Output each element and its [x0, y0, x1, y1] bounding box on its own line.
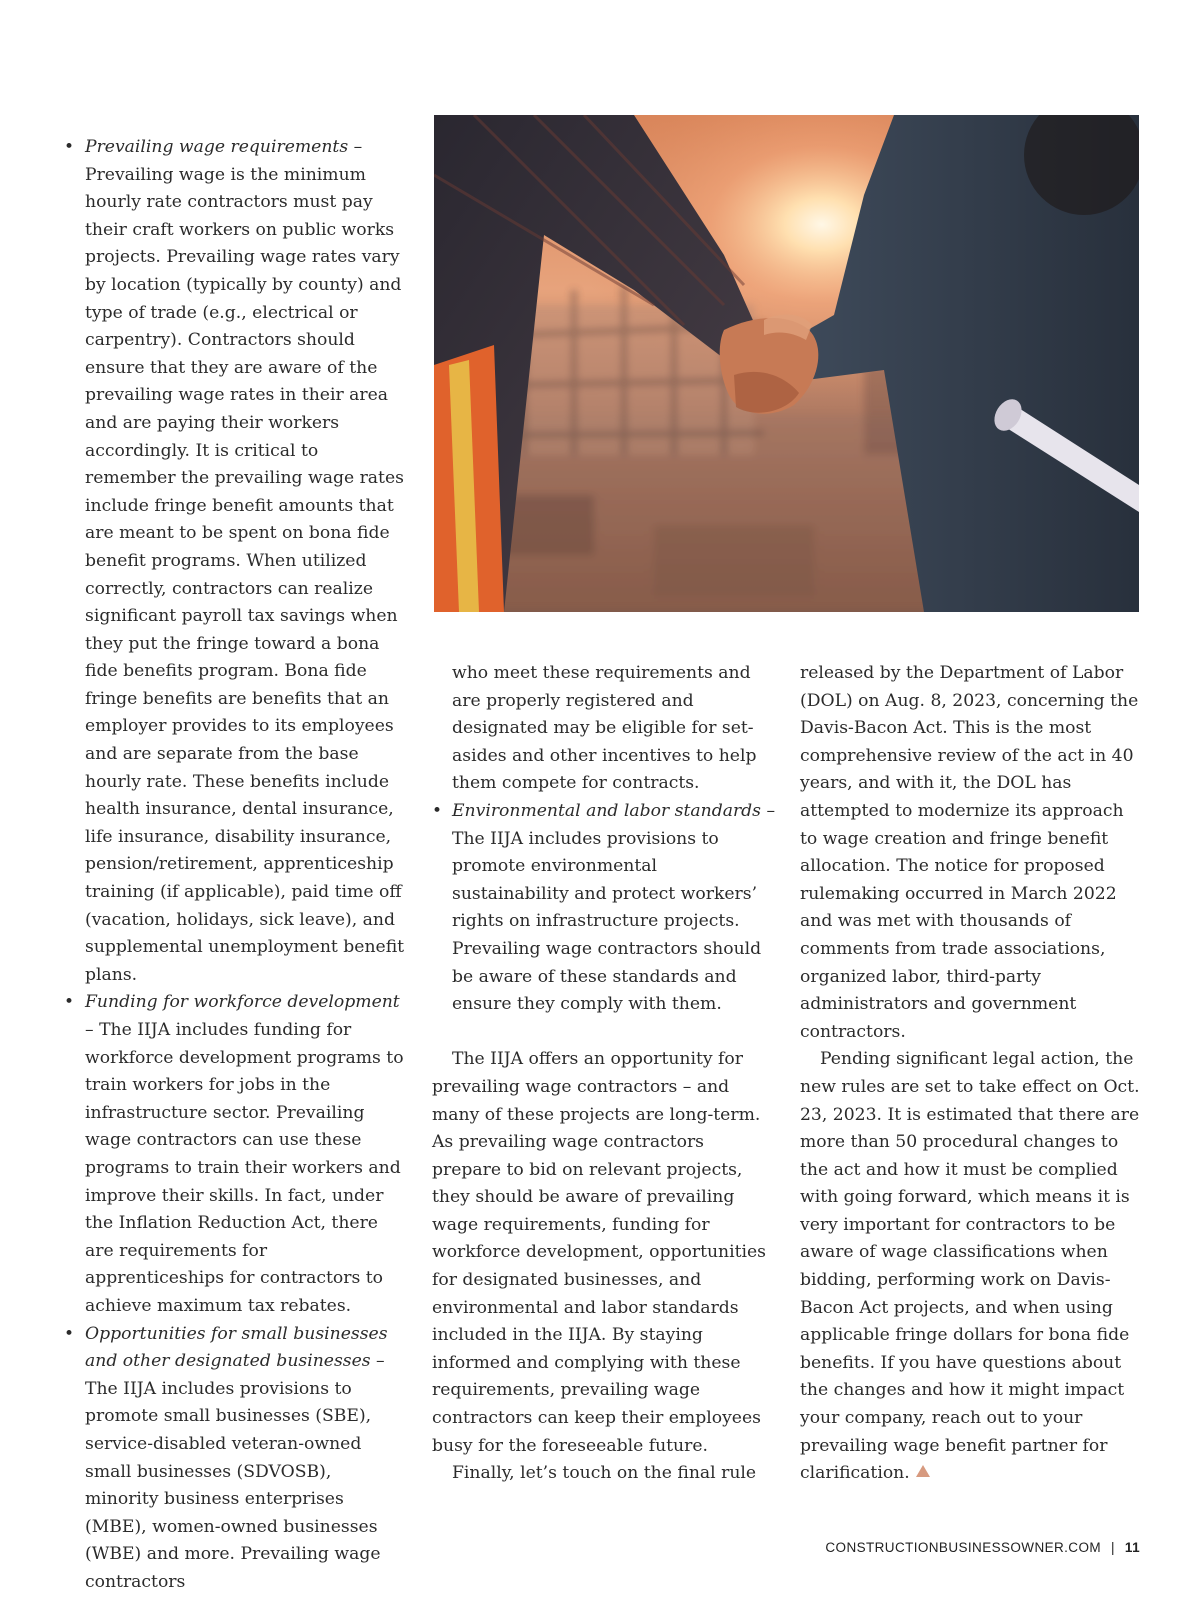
- footer-separator: |: [1111, 1540, 1115, 1555]
- paragraph: released by the Department of Labor (DOL) on Aug. 8, 2023, concerning the Davis-Bacon Act. This is the most comprehensive review of the act in 40 years, and with it, the DOL has attempted to modernize its approach to wage creation and fringe benefit allocation. The notice for proposed rulemaking occurred in March 2022 and was met with thousands of comments from trade associations, organized labor, third-party administrators and government contractors.: [800, 663, 1139, 1042]
- paragraph: Finally, let’s touch on the final rule: [452, 1463, 757, 1484]
- bullet-list: [432, 798, 777, 1019]
- bullet-list: [64, 134, 409, 1596]
- list-item: [64, 1321, 409, 1597]
- bullet-title: Opportunities for small businesses and other designated businesses: [85, 1323, 388, 1372]
- list-item: [64, 989, 409, 1320]
- paragraph: [800, 1046, 1140, 1488]
- bullet-body: The IIJA includes provisions to promote environmental sustainability and protect workers’ rights on infrastructure projects. Prevailing wage contractors should be aware of these standards and ensure they comply with them.: [452, 828, 762, 1015]
- dash: –: [348, 137, 363, 157]
- dash: –: [85, 1020, 100, 1040]
- column-middle: [432, 660, 777, 1488]
- list-item: [64, 134, 409, 989]
- bullet-title: Funding for workforce development: [85, 992, 400, 1013]
- column-left: [64, 134, 409, 1596]
- page-footer: [825, 1540, 1140, 1555]
- bullet-body: The IIJA includes funding for workforce development programs to train workers for jobs in the infrastructure sector. Prevailing wage contractors can use these programs to train their workers and improve their skills. In fact, under the Inflation Reduction Act, there are requirements for apprenticeships for contractors to achieve maximum tax rebates.: [85, 1020, 404, 1316]
- paragraph-text: Pending significant legal action, the new rules are set to take effect on Oct. 23, 2023. It is estimated that there are more than 50 procedural changes to the act and how it must be complied with going forward, which means it is very important for contractors to be aware of wage classifications when bidding, performing work on Davis-Bacon Act projects, and when using applicable fringe dollars for bona fide benefits. If you have questions about the changes and how it might impact your company, reach out to your prevailing wage benefit partner for clarification.: [800, 1049, 1140, 1484]
- list-item: [432, 798, 777, 1019]
- bullet-body: The IIJA includes provisions to promote small businesses (SBE), service-disabled veteran-owned small businesses (SDVOSB), minority business enterprises (MBE), women-owned businesses (WBE) and more. Prevailing wage contractors: [85, 1378, 381, 1592]
- handshake-photo: [434, 115, 1139, 612]
- end-of-article-icon: [916, 1465, 930, 1477]
- dash: –: [370, 1351, 385, 1372]
- bullet-body: Prevailing wage is the minimum hourly rate contractors must pay their craft workers on public works projects. Prevailing wage rates vary by location (typically by county) and type of trade (e.g., electrical or carpentry). Contractors should ensure that they are aware of the prevailing wage rates in their area and are paying their workers accordingly. It is critical to remember the prevailing wage rates include fringe benefit amounts that are meant to be spent on bona fide benefit programs. When utilized correctly, contractors can realize significant payroll tax savings when they put the fringe toward a bona fide benefits program. Bona fide fringe benefits are benefits that an employer provides to its employees and are separate from the base hourly rate. These benefits include health insurance, dental insurance, life insurance, disability insurance, pension/retirement, apprenticeship training (if applicable), paid time off (vacation, holidays, sick leave), and supplemental unemployment benefit plans.: [85, 164, 405, 985]
- bullet-title: Prevailing wage requirements: [85, 137, 349, 157]
- paragraph: The IIJA offers an opportunity for prevailing wage contractors – and many of these projects are long-term. As prevailing wage contractors prepare to bid on relevant projects, they should be aware of prevailing wage requirements, funding for workforce development, opportunities for designated businesses, and environmental and labor standards included in the IIJA. By staying informed and complying with these requirements, prevailing wage contractors can keep their employees busy for the foreseeable future.: [432, 1049, 767, 1456]
- dash: –: [761, 800, 776, 821]
- website-url: CONSTRUCTIONBUSINESSOWNER.COM: [825, 1540, 1101, 1555]
- column-right: [800, 660, 1140, 1488]
- list-continuation: who meet these requirements and are properly registered and designated may be eligible for set-asides and other incentives to help them compete for contracts.: [452, 663, 757, 794]
- bullet-title: Environmental and labor standards: [452, 800, 761, 821]
- page-number: 11: [1124, 1540, 1140, 1555]
- continued-list-text: [432, 660, 777, 798]
